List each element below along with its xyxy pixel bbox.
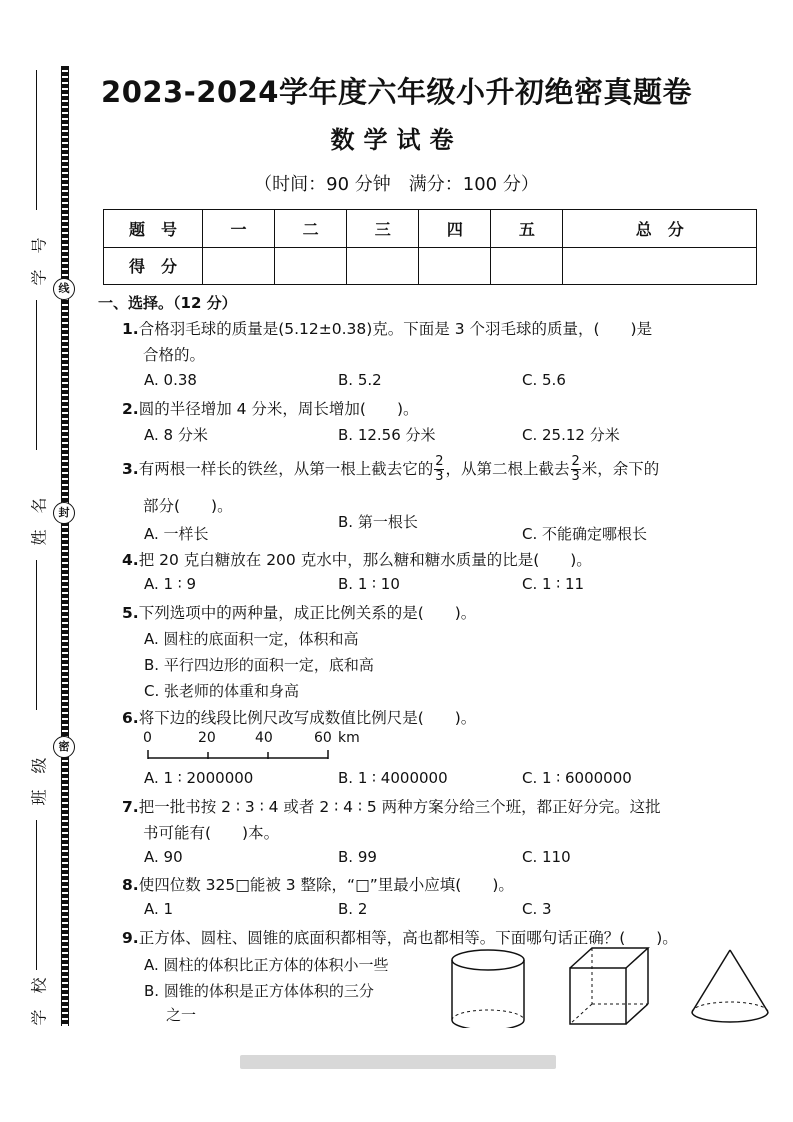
time-info: （时间：90 分钟 满分：100 分） bbox=[254, 174, 539, 195]
fraction: $\frac{2}{3}$ bbox=[435, 454, 444, 484]
score-table-score-row bbox=[104, 247, 757, 285]
footer-watermark bbox=[240, 1055, 556, 1069]
option-a[interactable]: A. 0.38 bbox=[144, 371, 197, 389]
option-b[interactable]: B. 5.2 bbox=[338, 371, 382, 389]
option-c[interactable]: C. 不能确定哪根长 bbox=[522, 525, 648, 543]
scale-label: 20 bbox=[198, 730, 216, 746]
option-b[interactable]: B. 1 ∶ 4000000 bbox=[338, 769, 448, 787]
scale-unit: km bbox=[338, 730, 360, 746]
name-line[interactable] bbox=[36, 300, 37, 450]
score-table-cell: 五 bbox=[491, 210, 563, 248]
question-7: 7.把一批书按 2 ∶ 3 ∶ 4 或者 2 ∶ 4 ∶ 5 两种方案分给三个班，都正好分完。这批 bbox=[122, 798, 661, 816]
option-b[interactable]: B. 圆锥的体积是正方体体积的三分 bbox=[144, 982, 374, 1000]
question-2: 2.圆的半径增加 4 分米，周长增加( )。 bbox=[122, 400, 419, 418]
school-line[interactable] bbox=[36, 820, 37, 970]
score-input-cell[interactable] bbox=[203, 247, 275, 285]
question-3: 3.有两根一样长的铁丝，从第一根上截去它的 $\frac{2}{3}$ ，从第二根上截去 $\frac{2}{3}$ 米，余下的 bbox=[122, 454, 660, 484]
option-b[interactable]: B. 99 bbox=[338, 848, 377, 866]
binding-line bbox=[61, 66, 69, 1026]
option-a[interactable]: A. 1 bbox=[144, 900, 174, 918]
score-input-cell[interactable] bbox=[347, 247, 419, 285]
score-input-cell[interactable] bbox=[419, 247, 491, 285]
question-1: 1.合格羽毛球的质量是(5.12±0.38)克。下面是 3 个羽毛球的质量，( )是 bbox=[122, 320, 653, 338]
score-table bbox=[103, 209, 757, 285]
option-a[interactable]: A. 圆柱的体积比正方体的体积小一些 bbox=[144, 956, 389, 974]
cylinder-figure bbox=[448, 948, 528, 1028]
line-scale bbox=[142, 730, 382, 764]
option-a[interactable]: A. 8 分米 bbox=[144, 426, 208, 444]
score-table-cell: 一 bbox=[203, 210, 275, 248]
option-a[interactable]: A. 1 ∶ 9 bbox=[144, 575, 197, 593]
option-b-cont: 之一 bbox=[166, 1006, 197, 1024]
score-input-cell[interactable] bbox=[563, 247, 757, 285]
cube-figure bbox=[568, 946, 652, 1026]
class-label: 班 级 bbox=[29, 757, 49, 806]
option-b[interactable]: B. 第一根长 bbox=[338, 513, 418, 531]
score-table-cell: 总 分 bbox=[563, 210, 757, 248]
scale-bar bbox=[142, 748, 342, 762]
school-label: 学 校 bbox=[29, 977, 49, 1026]
question-4: 4.把 20 克白糖放在 200 克水中，那么糖和糖水质量的比是( )。 bbox=[122, 551, 592, 569]
name-label: 姓 名 bbox=[29, 497, 49, 546]
question-5: 5.下列选项中的两种量，成正比例关系的是( )。 bbox=[122, 604, 477, 622]
fraction: $\frac{2}{3}$ bbox=[571, 454, 580, 484]
seal-mark-seal: 封 bbox=[53, 502, 75, 524]
score-input-cell[interactable] bbox=[275, 247, 347, 285]
question-3-cont: 部分( )。 bbox=[143, 497, 233, 515]
exam-title: 2023-2024学年度六年级小升初绝密真题卷 bbox=[101, 75, 692, 109]
option-a[interactable]: A. 圆柱的底面积一定，体积和高 bbox=[144, 630, 359, 648]
option-c[interactable]: C. 3 bbox=[522, 900, 552, 918]
cone-figure bbox=[688, 946, 772, 1026]
option-a[interactable]: A. 90 bbox=[144, 848, 183, 866]
score-table-cell: 四 bbox=[419, 210, 491, 248]
option-c[interactable]: C. 1 ∶ 6000000 bbox=[522, 769, 632, 787]
option-a[interactable]: A. 1 ∶ 2000000 bbox=[144, 769, 254, 787]
score-table-header-row bbox=[104, 210, 757, 248]
option-c[interactable]: C. 110 bbox=[522, 848, 571, 866]
question-7-cont: 书可能有( )本。 bbox=[143, 824, 280, 842]
class-line[interactable] bbox=[36, 560, 37, 710]
option-b[interactable]: B. 2 bbox=[338, 900, 368, 918]
option-c[interactable]: C. 25.12 分米 bbox=[522, 426, 620, 444]
score-table-cell: 题 号 bbox=[104, 210, 203, 248]
question-1-cont: 合格的。 bbox=[143, 346, 206, 364]
exam-subtitle: 数学试卷 bbox=[330, 125, 463, 154]
option-b[interactable]: B. 平行四边形的面积一定，底和高 bbox=[144, 656, 374, 674]
student-number-label: 学 号 bbox=[29, 237, 49, 286]
option-b[interactable]: B. 12.56 分米 bbox=[338, 426, 436, 444]
question-8: 8.使四位数 325□能被 3 整除，“□”里最小应填( )。 bbox=[122, 876, 514, 894]
option-c[interactable]: C. 1 ∶ 11 bbox=[522, 575, 585, 593]
option-c[interactable]: C. 5.6 bbox=[522, 371, 566, 389]
seal-mark-line: 线 bbox=[53, 278, 75, 300]
question-9: 9.正方体、圆柱、圆锥的底面积都相等，高也都相等。下面哪句话正确？( )。 bbox=[122, 929, 678, 947]
scale-label: 60 bbox=[314, 730, 332, 746]
option-c[interactable]: C. 张老师的体重和身高 bbox=[144, 682, 300, 700]
score-table-cell: 二 bbox=[275, 210, 347, 248]
scale-label: 40 bbox=[255, 730, 273, 746]
option-a[interactable]: A. 一样长 bbox=[144, 525, 209, 543]
score-table-cell: 三 bbox=[347, 210, 419, 248]
score-input-cell[interactable] bbox=[491, 247, 563, 285]
question-6: 6.将下边的线段比例尺改写成数值比例尺是( )。 bbox=[122, 709, 477, 727]
section-title: 一、选择。（12 分） bbox=[98, 294, 237, 312]
score-table-cell: 得 分 bbox=[104, 247, 203, 285]
option-b[interactable]: B. 1 ∶ 10 bbox=[338, 575, 400, 593]
scale-label: 0 bbox=[143, 730, 152, 746]
seal-mark-secret: 密 bbox=[53, 736, 75, 758]
